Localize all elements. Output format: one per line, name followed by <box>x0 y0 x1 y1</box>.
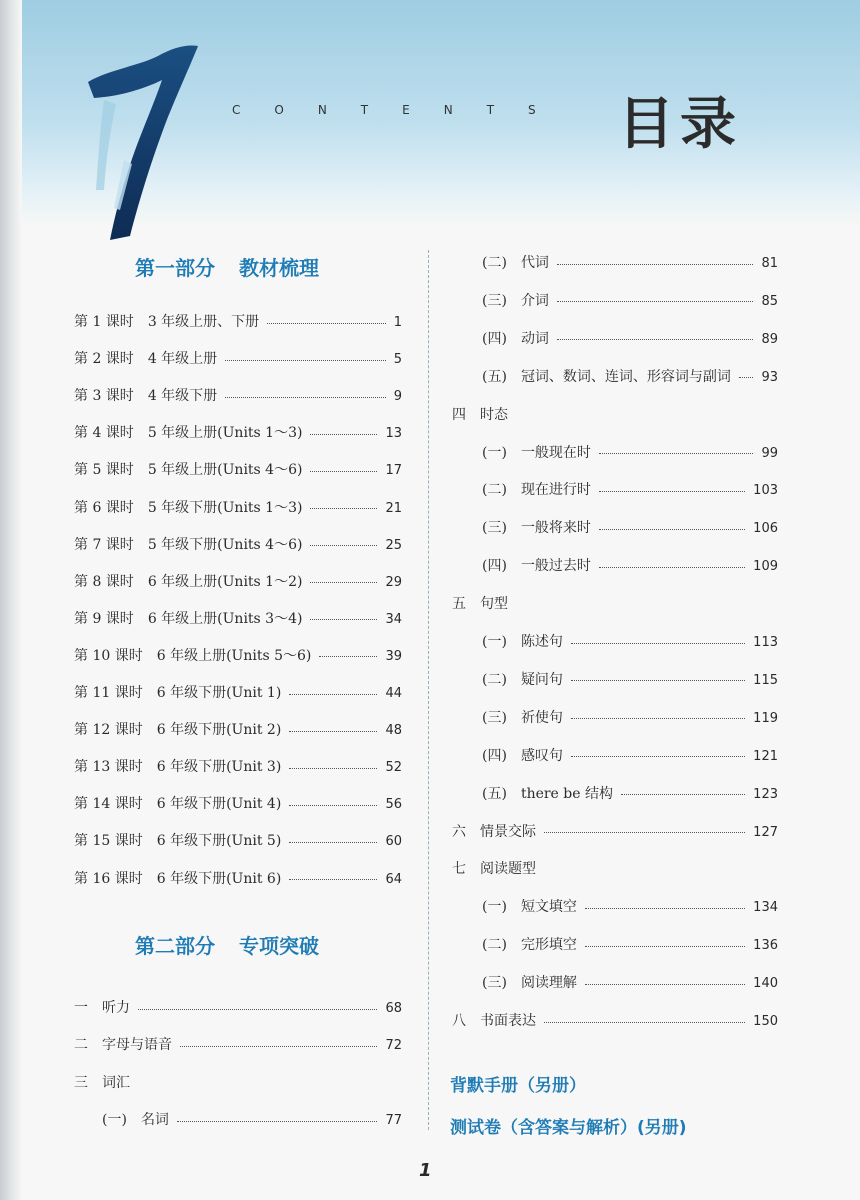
toc-leader-dots <box>180 1046 377 1047</box>
toc-entry-label <box>482 290 549 310</box>
toc-entry[interactable] <box>452 593 778 613</box>
toc-entry-title: 代词 <box>520 255 549 271</box>
toc-entry-number: 二 <box>74 1037 88 1053</box>
toc-entry-number: (一) <box>482 899 507 916</box>
toc-entry-number: (三) <box>482 975 507 992</box>
part1-title <box>135 252 319 281</box>
toc-entry-label <box>482 366 731 386</box>
toc-entry-label <box>74 571 302 591</box>
toc-entry-title: 6 年级上册(Units 5～6) <box>156 647 312 664</box>
toc-entry-title: 句型 <box>480 596 508 613</box>
page-title: 目录 <box>618 92 742 157</box>
toc-entry-title: 6 年级下册(Unit 2) <box>156 722 282 739</box>
toc-leader-dots <box>739 377 754 378</box>
toc-entry-page: 103 <box>753 483 778 499</box>
toc-leader-dots <box>621 794 745 795</box>
toc-entry[interactable] <box>74 1072 402 1092</box>
toc-entry-page: 9 <box>393 389 402 405</box>
toc-leader-dots <box>557 264 754 265</box>
toc-entry[interactable] <box>74 793 402 813</box>
toc-entry-page: 119 <box>753 710 778 726</box>
toc-entry-label <box>74 830 281 850</box>
toc-leader-dots <box>544 1022 745 1023</box>
toc-entry-title: 6 年级下册(Unit 3) <box>156 759 282 776</box>
column-divider <box>428 250 429 1130</box>
toc-entry[interactable] <box>482 290 778 310</box>
toc-leader-dots <box>571 718 745 719</box>
toc-entry-number: 第 2 课时 <box>74 351 134 368</box>
toc-leader-dots <box>319 656 377 657</box>
toc-entry-number: (二) <box>482 937 507 954</box>
toc-entry-title: 一般现在时 <box>520 444 591 461</box>
toc-entry[interactable] <box>482 366 778 386</box>
toc-leader-dots <box>310 434 377 435</box>
toc-leader-dots <box>289 842 377 843</box>
toc-entry[interactable] <box>482 783 778 803</box>
toc-entry-page: 68 <box>385 1001 402 1016</box>
toc-entry-label <box>482 479 591 499</box>
toc-entry[interactable] <box>482 896 778 916</box>
toc-entry-label <box>74 868 281 888</box>
toc-entry-title: 感叹句 <box>520 747 563 764</box>
toc-leader-dots <box>585 984 745 985</box>
toc-entry[interactable] <box>452 821 778 841</box>
toc-entry[interactable] <box>482 934 778 954</box>
toc-leader-dots <box>557 339 754 340</box>
part2-title <box>135 930 319 959</box>
toc-entry-title: 陈述句 <box>520 634 563 650</box>
toc-entry-page: 109 <box>753 559 778 575</box>
toc-entry-label <box>482 745 563 765</box>
toc-entry-title: there be 结构 <box>520 785 613 802</box>
toc-entry-number: (四) <box>482 747 507 764</box>
toc-entry-label <box>74 645 311 665</box>
toc-entry-number: 六 <box>452 823 466 840</box>
toc-entry-number: (一) <box>482 634 507 650</box>
toc-entry-title: 词汇 <box>102 1075 130 1091</box>
toc-entry-page: 113 <box>753 635 778 650</box>
toc-entry[interactable] <box>482 479 778 499</box>
toc-entry-page: 77 <box>385 1113 402 1128</box>
toc-entry-label <box>482 707 563 727</box>
toc-entry-page: 89 <box>761 331 778 347</box>
toc-entry-title: 介词 <box>520 292 549 309</box>
toc-entry-number: 第 6 课时 <box>74 499 134 516</box>
toc-entry-label <box>482 555 591 575</box>
toc-leader-dots <box>544 832 745 833</box>
part2-title-number: 第二部分 <box>135 934 215 958</box>
toc-entry-page: 48 <box>385 723 402 739</box>
toc-entry[interactable] <box>482 972 778 992</box>
toc-entry-number: 四 <box>452 406 466 423</box>
toc-leader-dots <box>310 619 377 620</box>
toc-entry[interactable] <box>74 830 402 850</box>
toc-entry-title: 字母与语音 <box>102 1037 172 1053</box>
toc-entry-title: 短文填空 <box>520 899 577 916</box>
toc-entry-label <box>482 631 563 651</box>
toc-entry-title: 书面表达 <box>480 1013 536 1029</box>
toc-entry-page: 93 <box>761 369 778 385</box>
toc-entry-page: 52 <box>385 760 402 776</box>
toc-entry[interactable] <box>452 404 778 424</box>
toc-entry[interactable] <box>482 707 778 727</box>
toc-leader-dots <box>571 680 745 681</box>
toc-entry-page: 134 <box>753 900 778 916</box>
toc-entry-label <box>74 1034 172 1054</box>
toc-entry-number: (五) <box>482 785 507 802</box>
toc-entry-label <box>452 858 536 878</box>
toc-entry[interactable] <box>482 442 778 462</box>
toc-entry-page: 13 <box>385 426 402 442</box>
toc-entry-title: 名词 <box>140 1112 169 1128</box>
toc-entry-page: 106 <box>753 521 778 537</box>
toc-entry-page: 115 <box>753 672 778 688</box>
toc-entry-title: 6 年级下册(Unit 5) <box>156 833 282 850</box>
toc-entry[interactable] <box>74 645 402 665</box>
page-number: 1 <box>419 1160 432 1181</box>
part1-title-name: 教材梳理 <box>239 256 319 280</box>
toc-entry-number: (三) <box>482 292 507 309</box>
page-binding-edge <box>0 0 22 1200</box>
toc-entry-title: 疑问句 <box>520 671 563 688</box>
toc-entry-title: 祈使句 <box>520 709 563 726</box>
toc-entry-title: 阅读理解 <box>520 975 577 992</box>
toc-leader-dots <box>599 529 745 530</box>
toc-entry-label <box>482 934 577 954</box>
toc-entry-number: 三 <box>74 1075 88 1091</box>
toc-entry-number: (一) <box>482 444 507 461</box>
toc-entry-title: 冠词、数词、连词、形容词与副词 <box>520 368 731 385</box>
toc-entry-label <box>482 517 591 537</box>
toc-entry-title: 完形填空 <box>520 937 577 954</box>
booklet-recitation-handbook[interactable]: 背默手册（另册） <box>450 1076 586 1096</box>
toc-entry-label <box>74 534 302 554</box>
toc-entry[interactable] <box>452 1010 778 1030</box>
toc-entry-number: 第 15 课时 <box>74 833 143 850</box>
toc-entry[interactable] <box>482 252 778 272</box>
part2-title-name: 专项突破 <box>239 934 319 958</box>
toc-leader-dots <box>177 1121 378 1122</box>
toc-entry-label <box>74 682 281 702</box>
toc-leader-dots <box>289 694 377 695</box>
toc-leader-dots <box>310 508 377 509</box>
toc-leader-dots <box>310 582 377 583</box>
toc-entry-page: 60 <box>385 834 402 850</box>
toc-entry-number: (四) <box>482 330 507 347</box>
toc-entry[interactable] <box>74 756 402 776</box>
toc-entry[interactable] <box>74 311 402 331</box>
toc-entry[interactable] <box>74 459 402 479</box>
toc-entry-title: 一般将来时 <box>520 520 591 537</box>
toc-entry[interactable] <box>102 1109 402 1129</box>
toc-entry-label <box>74 608 302 628</box>
toc-entry-page: 5 <box>393 352 402 368</box>
toc-entry-page: 25 <box>385 537 402 553</box>
toc-entry-label <box>102 1109 169 1129</box>
toc-entry-title: 3 年级上册、下册 <box>147 314 260 330</box>
toc-leader-dots <box>289 805 377 806</box>
toc-entry-label <box>74 459 302 479</box>
toc-entry[interactable] <box>482 631 778 651</box>
toc-entry-number: 第 12 课时 <box>74 722 143 739</box>
toc-entry-number: 第 10 课时 <box>74 647 143 664</box>
toc-entry-label <box>482 669 563 689</box>
toc-entry-page: 21 <box>385 500 402 516</box>
toc-leader-dots <box>310 471 377 472</box>
toc-entry[interactable] <box>482 745 778 765</box>
toc-entry[interactable] <box>74 385 402 405</box>
toc-leader-dots <box>289 731 377 732</box>
toc-leader-dots <box>599 491 745 492</box>
toc-entry[interactable] <box>74 1034 402 1054</box>
toc-entry-page: 121 <box>753 748 778 764</box>
toc-entry[interactable] <box>74 997 402 1017</box>
toc-entry-title: 动词 <box>520 330 549 347</box>
toc-entry-page: 127 <box>753 824 778 840</box>
toc-leader-dots <box>599 453 754 454</box>
toc-entry-page: 136 <box>753 938 778 954</box>
toc-entry[interactable] <box>74 422 402 442</box>
toc-entry-label <box>482 783 613 803</box>
toc-entry-label <box>74 997 130 1017</box>
toc-entry-number: (一) <box>102 1112 127 1128</box>
toc-leader-dots <box>585 946 745 947</box>
toc-entry[interactable] <box>452 858 778 878</box>
toc-entry-number: 第 8 课时 <box>74 573 134 590</box>
toc-entry-number: 第 16 课时 <box>74 870 143 887</box>
toc-entry-label <box>74 793 281 813</box>
toc-entry-label <box>74 311 259 331</box>
toc-entry[interactable] <box>482 669 778 689</box>
toc-entry-label <box>74 756 281 776</box>
toc-entry-page: 39 <box>385 648 402 664</box>
toc-entry-number: (二) <box>482 482 507 499</box>
numeral-one-logo <box>60 40 250 250</box>
toc-entry-title: 5 年级上册(Units 4～6) <box>147 462 303 479</box>
toc-entry-number: 第 1 课时 <box>74 314 134 330</box>
toc-entry-title: 现在进行时 <box>520 482 591 499</box>
toc-entry-label <box>452 593 508 613</box>
toc-entry[interactable] <box>482 555 778 575</box>
toc-entry-number: 五 <box>452 596 466 613</box>
toc-entry-title: 4 年级上册 <box>147 351 218 368</box>
toc-leader-dots <box>557 301 754 302</box>
toc-entry-page: 44 <box>385 686 402 701</box>
booklet-test-papers[interactable]: 测试卷（含答案与解析）(另册) <box>450 1118 687 1138</box>
toc-entry-title: 6 年级下册(Unit 6) <box>156 870 282 887</box>
toc-leader-dots <box>585 908 745 909</box>
toc-entry-label <box>452 404 508 424</box>
toc-entry-label <box>482 328 549 348</box>
toc-entry-number: 第 11 课时 <box>74 685 143 701</box>
toc-entry-page: 29 <box>385 574 402 590</box>
toc-entry-label <box>74 497 302 517</box>
toc-entry-number: (二) <box>482 671 507 688</box>
toc-entry-number: 第 4 课时 <box>74 425 134 442</box>
toc-entry-label <box>482 896 577 916</box>
toc-entry-page: 140 <box>753 976 778 992</box>
toc-entry-title: 6 年级下册(Unit 4) <box>156 796 282 813</box>
toc-leader-dots <box>599 567 745 568</box>
toc-entry[interactable] <box>482 517 778 537</box>
toc-entry-title: 阅读题型 <box>480 861 536 878</box>
toc-entry-page: 72 <box>385 1038 402 1053</box>
toc-entry-title: 5 年级下册(Units 1～3) <box>147 499 303 516</box>
toc-entry-label <box>452 1010 536 1030</box>
toc-entry-title: 听力 <box>102 1000 130 1016</box>
toc-entry-number: 八 <box>452 1013 466 1029</box>
part1-title-number: 第一部分 <box>135 256 215 280</box>
toc-entry-page: 34 <box>385 611 402 627</box>
toc-entry-page: 17 <box>385 463 402 479</box>
toc-leader-dots <box>571 756 745 757</box>
toc-entry-label <box>482 252 549 272</box>
toc-entry-label <box>74 719 281 739</box>
toc-entry-number: 第 14 课时 <box>74 796 143 813</box>
toc-entry[interactable] <box>74 608 402 628</box>
toc-entry[interactable] <box>74 534 402 554</box>
toc-entry-number: (四) <box>482 558 507 575</box>
toc-entry-title: 5 年级下册(Units 4～6) <box>147 536 303 553</box>
toc-entry-label <box>74 422 302 442</box>
toc-leader-dots <box>267 323 386 324</box>
toc-entry-label <box>482 442 591 462</box>
toc-entry-number: 第 13 课时 <box>74 759 143 776</box>
toc-entry-page: 99 <box>761 445 778 461</box>
toc-entry-number: 七 <box>452 861 466 878</box>
toc-entry-title: 一般过去时 <box>520 558 591 575</box>
toc-entry-title: 6 年级上册(Units 1～2) <box>147 573 303 590</box>
toc-entry-number: 第 5 课时 <box>74 462 134 479</box>
toc-entry-number: 第 7 课时 <box>74 536 134 553</box>
toc-entry-title: 4 年级下册 <box>147 388 218 405</box>
toc-entry-label <box>74 348 217 368</box>
contents-label: CONTENTS <box>232 103 570 117</box>
toc-leader-dots <box>289 768 377 769</box>
toc-entry-number: (三) <box>482 709 507 726</box>
toc-entry-number: 一 <box>74 1000 88 1016</box>
toc-leader-dots <box>310 545 377 546</box>
toc-entry[interactable] <box>74 868 402 888</box>
toc-entry-number: (五) <box>482 368 507 385</box>
toc-leader-dots <box>225 360 386 361</box>
toc-entry-label <box>74 1072 130 1092</box>
toc-entry-number: (二) <box>482 255 507 271</box>
toc-entry-page: 64 <box>385 871 402 887</box>
toc-entry[interactable] <box>482 328 778 348</box>
toc-entry-page: 56 <box>385 797 402 813</box>
toc-entry-page: 1 <box>393 315 402 330</box>
toc-entry-title: 时态 <box>480 406 508 423</box>
toc-entry[interactable] <box>74 571 402 591</box>
toc-leader-dots <box>225 397 386 398</box>
toc-entry-title: 5 年级上册(Units 1～3) <box>147 425 303 442</box>
toc-entry-number: (三) <box>482 520 507 537</box>
toc-entry-title: 6 年级上册(Units 3～4) <box>147 610 303 627</box>
toc-entry-title: 6 年级下册(Unit 1) <box>156 685 282 701</box>
toc-entry[interactable] <box>74 348 402 368</box>
toc-entry-label <box>74 385 217 405</box>
toc-entry-label <box>452 821 536 841</box>
toc-entry-number: 第 3 课时 <box>74 388 134 405</box>
toc-entry-page: 81 <box>761 256 778 271</box>
toc-entry[interactable] <box>74 497 402 517</box>
toc-leader-dots <box>289 879 377 880</box>
toc-leader-dots <box>138 1009 377 1010</box>
toc-entry-title: 情景交际 <box>480 823 536 840</box>
toc-entry-label <box>482 972 577 992</box>
toc-leader-dots <box>571 643 745 644</box>
toc-entry-page: 123 <box>753 786 778 802</box>
toc-entry-page: 85 <box>761 293 778 309</box>
toc-entry[interactable] <box>74 682 402 702</box>
toc-entry[interactable] <box>74 719 402 739</box>
toc-entry-page: 150 <box>753 1014 778 1029</box>
toc-entry-number: 第 9 课时 <box>74 610 134 627</box>
